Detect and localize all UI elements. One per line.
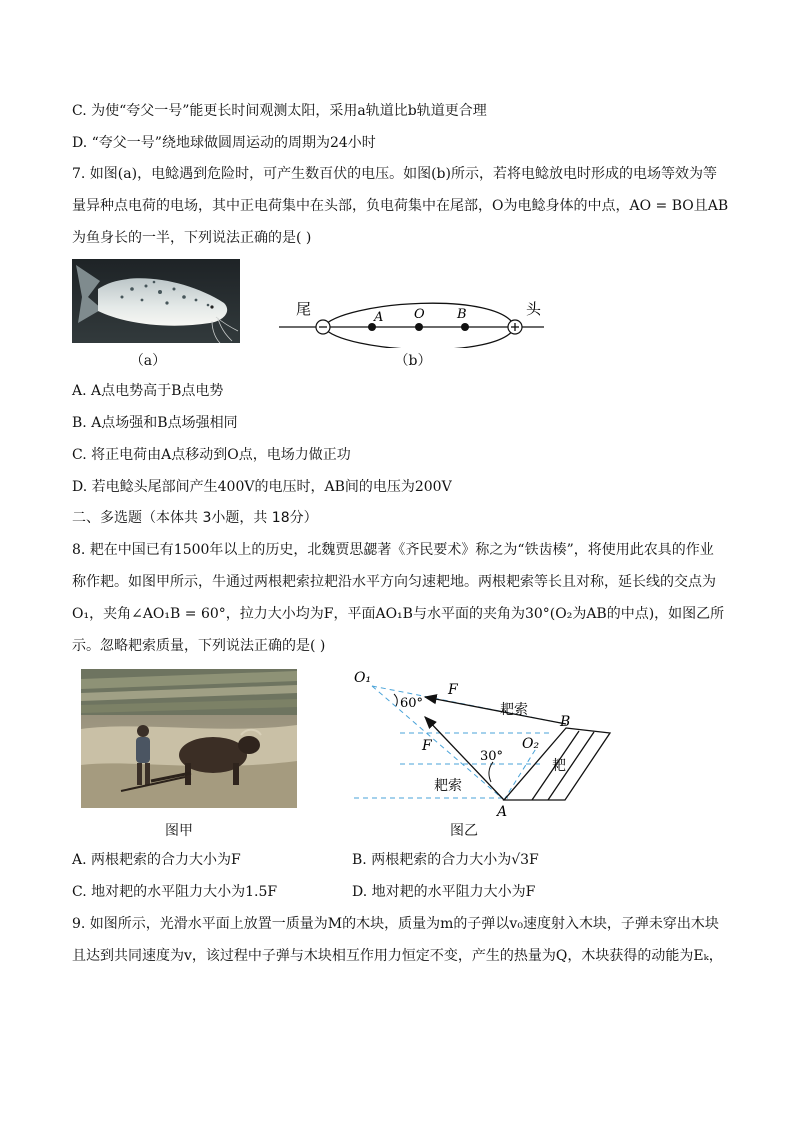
q9-stem-line2: 且达到共同速度为v，该过程中子弹与木块相互作用力恒定不变，产生的热量为Q，木块获得的动能为Eₖ，	[72, 948, 723, 964]
point-b	[461, 323, 469, 331]
q8-option-c: C. 地对耙的水平阻力大小为1.5F	[72, 884, 278, 900]
q7-stem-line2: 量异种点电荷的电场，其中正电荷集中在头部，负电荷集中在尾部，O为电鲶身体的中点，AO = BO且AB	[72, 198, 729, 214]
point-o	[415, 323, 423, 331]
label-o2: O₂	[522, 736, 540, 752]
label-a: A	[374, 310, 384, 325]
q7-option-a: A. A点电势高于B点电势	[72, 383, 224, 399]
q6-option-c: C. 为使“夸父一号”能更长时间观测太阳，采用a轨道比b轨道更合理	[72, 103, 487, 119]
label-force-top: F	[448, 682, 458, 698]
q9-stem-line1: 9. 如图所示，光滑水平面上放置一质量为M的木块，质量为m的子弹以v₀速度射入木块，子弹未穿出木块	[72, 916, 719, 932]
figure-jia-caption: 图甲	[165, 823, 193, 839]
q8-option-b: B. 两根耙索的合力大小为√3F	[352, 852, 539, 868]
label-rope-top: 耙索	[500, 702, 528, 718]
q8-option-a: A. 两根耙索的合力大小为F	[72, 852, 241, 868]
label-harrow: 耙	[552, 758, 566, 774]
figure-b-caption: （b）	[394, 353, 432, 369]
q8-stem-line4: 示。忽略耙索质量，下列说法正确的是( )	[72, 638, 326, 654]
figure-yi-caption: 图乙	[450, 823, 478, 839]
label-point-b: B	[560, 714, 571, 730]
label-tail: 尾	[296, 300, 312, 318]
q8-stem-line3: O₁，夹角∠AO₁B = 60°，拉力大小均为F，平面AO₁B与水平面的夹角为30°(O₂为AB的中点)，如图乙所	[72, 606, 725, 622]
harrow-force-diagram	[342, 664, 622, 820]
q6-option-d: D. “夸父一号”绕地球做圆周运动的周期为24小时	[72, 135, 376, 151]
q7-stem-line1: 7. 如图(a)，电鲶遇到危险时，可产生数百伏的电压。如图(b)所示，若将电鲶放电时形成的电场等效为等	[72, 166, 717, 182]
label-angle-60: 60°	[400, 696, 424, 711]
q8-stem-line1: 8. 耙在中国已有1500年以上的历史，北魏贾思勰著《齐民要术》称之为“铁齿楱”，将使用此农具的作业	[72, 542, 714, 558]
q7-stem-line3: 为鱼身长的一半，下列说法正确的是( )	[72, 230, 312, 246]
label-rope-bottom: 耙索	[434, 778, 462, 794]
label-o: O	[414, 307, 425, 322]
catfish-photo	[72, 259, 240, 343]
q8-stem-line2: 称作耙。如图甲所示，牛通过两根耙索拉耙沿水平方向匀速耙地。两根耙索等长且对称，延长线的交点为	[72, 574, 716, 590]
label-point-a: A	[497, 804, 508, 820]
q8-option-d: D. 地对耙的水平阻力大小为F	[352, 884, 536, 900]
label-b: B	[457, 307, 467, 322]
section-title-multiple-choice: 二、多选题（本体共 3小题，共 18分）	[72, 510, 318, 526]
label-head: 头	[526, 300, 542, 318]
label-force-bottom: F	[422, 738, 432, 754]
label-angle-30: 30°	[480, 749, 504, 764]
q7-option-b: B. A点场强和B点场强相同	[72, 415, 238, 431]
figure-a-caption: （a）	[129, 353, 167, 369]
q7-option-d: D. 若电鲶头尾部间产生400V的电压时，AB间的电压为200V	[72, 479, 452, 495]
q7-option-c: C. 将正电荷由A点移动到O点，电场力做正功	[72, 447, 351, 463]
dipole-fish-diagram	[276, 296, 548, 348]
label-o1: O₁	[354, 670, 372, 686]
ox-ploughing-photo	[81, 669, 297, 808]
